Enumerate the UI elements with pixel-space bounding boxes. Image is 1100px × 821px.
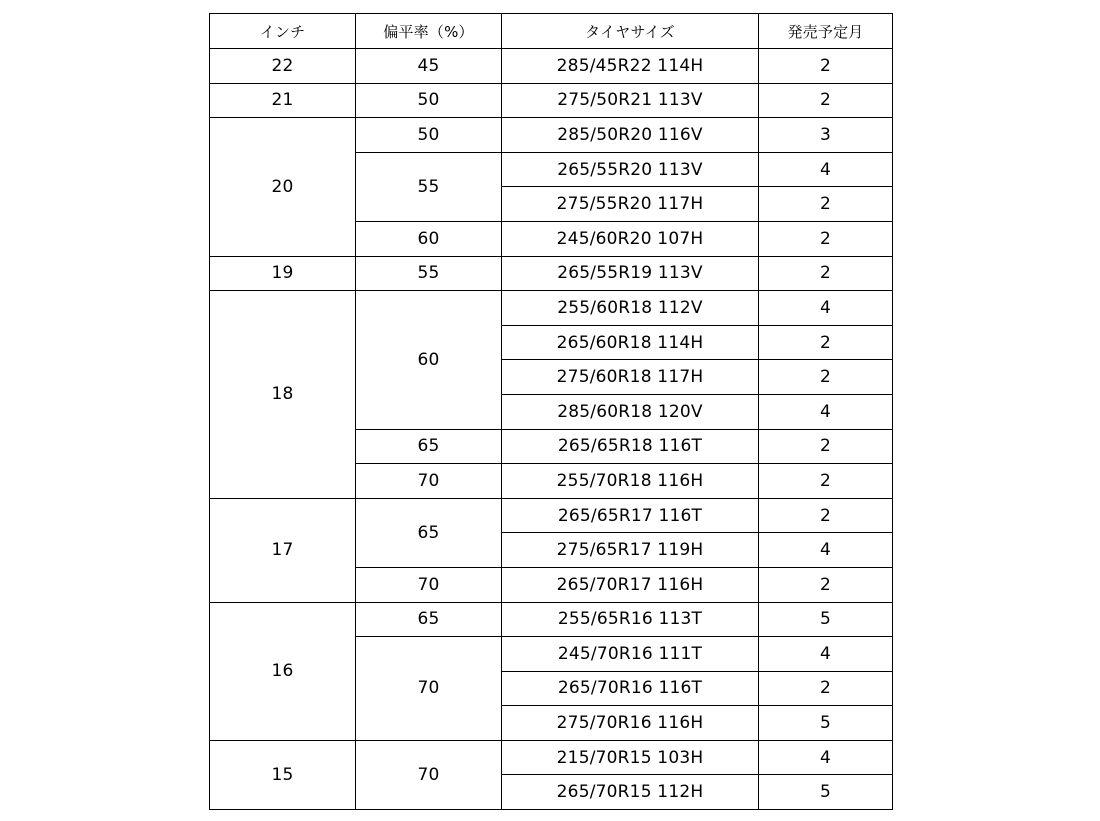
tire-size-cell: 265/65R17 116T bbox=[502, 498, 759, 533]
table-header-row bbox=[210, 14, 893, 49]
aspect-ratio-cell: 70 bbox=[356, 567, 502, 602]
tire-size-cell: 215/70R15 103H bbox=[502, 740, 759, 775]
aspect-ratio-cell: 70 bbox=[356, 637, 502, 741]
tire-size-cell: 265/65R18 116T bbox=[502, 429, 759, 464]
table-row bbox=[210, 740, 893, 775]
release-month-cell: 4 bbox=[759, 740, 893, 775]
release-month-cell: 2 bbox=[759, 671, 893, 706]
release-month-cell: 2 bbox=[759, 221, 893, 256]
tire-size-cell: 275/60R18 117H bbox=[502, 360, 759, 395]
tire-size-cell: 245/70R16 111T bbox=[502, 637, 759, 672]
inch-cell: 21 bbox=[210, 83, 356, 118]
tire-size-cell: 275/55R20 117H bbox=[502, 187, 759, 222]
aspect-ratio-cell: 70 bbox=[356, 464, 502, 499]
tire-size-cell: 265/70R15 112H bbox=[502, 775, 759, 810]
table-row bbox=[210, 291, 893, 326]
tire-size-cell: 285/45R22 114H bbox=[502, 49, 759, 84]
tire-size-cell: 285/60R18 120V bbox=[502, 394, 759, 429]
aspect-ratio-cell: 55 bbox=[356, 256, 502, 291]
release-month-cell: 4 bbox=[759, 637, 893, 672]
table-row bbox=[210, 118, 893, 153]
aspect-ratio-cell: 55 bbox=[356, 152, 502, 221]
aspect-ratio-cell: 60 bbox=[356, 291, 502, 429]
tire-size-cell: 265/60R18 114H bbox=[502, 325, 759, 360]
header-release-month: 発売予定月 bbox=[759, 14, 893, 49]
tire-size-cell: 255/60R18 112V bbox=[502, 291, 759, 326]
inch-cell: 22 bbox=[210, 49, 356, 84]
release-month-cell: 2 bbox=[759, 256, 893, 291]
aspect-ratio-cell: 65 bbox=[356, 498, 502, 567]
release-month-cell: 2 bbox=[759, 49, 893, 84]
aspect-ratio-cell: 50 bbox=[356, 118, 502, 153]
header-tire-size: タイヤサイズ bbox=[502, 14, 759, 49]
table-row bbox=[210, 83, 893, 118]
release-month-cell: 4 bbox=[759, 152, 893, 187]
table-row bbox=[210, 49, 893, 84]
release-month-cell: 2 bbox=[759, 325, 893, 360]
aspect-ratio-cell: 70 bbox=[356, 740, 502, 809]
release-month-cell: 4 bbox=[759, 533, 893, 568]
release-month-cell: 5 bbox=[759, 775, 893, 810]
inch-cell: 16 bbox=[210, 602, 356, 740]
release-month-cell: 2 bbox=[759, 187, 893, 222]
release-month-cell: 2 bbox=[759, 498, 893, 533]
release-month-cell: 3 bbox=[759, 118, 893, 153]
release-month-cell: 4 bbox=[759, 394, 893, 429]
inch-cell: 20 bbox=[210, 118, 356, 256]
tire-size-cell: 285/50R20 116V bbox=[502, 118, 759, 153]
inch-cell: 17 bbox=[210, 498, 356, 602]
table-row bbox=[210, 498, 893, 533]
tire-size-cell: 275/70R16 116H bbox=[502, 706, 759, 741]
release-month-cell: 2 bbox=[759, 567, 893, 602]
release-month-cell: 2 bbox=[759, 360, 893, 395]
header-aspect-ratio: 偏平率（%） bbox=[356, 14, 502, 49]
tire-size-cell: 275/50R21 113V bbox=[502, 83, 759, 118]
release-month-cell: 5 bbox=[759, 602, 893, 637]
tire-size-cell: 265/70R17 116H bbox=[502, 567, 759, 602]
release-month-cell: 2 bbox=[759, 464, 893, 499]
tire-size-cell: 275/65R17 119H bbox=[502, 533, 759, 568]
release-month-cell: 4 bbox=[759, 291, 893, 326]
inch-cell: 19 bbox=[210, 256, 356, 291]
aspect-ratio-cell: 60 bbox=[356, 221, 502, 256]
aspect-ratio-cell: 50 bbox=[356, 83, 502, 118]
tire-size-cell: 265/55R20 113V bbox=[502, 152, 759, 187]
table-row bbox=[210, 602, 893, 637]
tire-size-cell: 245/60R20 107H bbox=[502, 221, 759, 256]
aspect-ratio-cell: 65 bbox=[356, 602, 502, 637]
tire-size-table bbox=[209, 13, 893, 810]
tire-size-cell: 255/70R18 116H bbox=[502, 464, 759, 499]
inch-cell: 15 bbox=[210, 740, 356, 809]
tire-size-cell: 265/70R16 116T bbox=[502, 671, 759, 706]
release-month-cell: 5 bbox=[759, 706, 893, 741]
release-month-cell: 2 bbox=[759, 83, 893, 118]
inch-cell: 18 bbox=[210, 291, 356, 499]
tire-size-cell: 265/55R19 113V bbox=[502, 256, 759, 291]
table-row bbox=[210, 256, 893, 291]
header-inch: インチ bbox=[210, 14, 356, 49]
aspect-ratio-cell: 45 bbox=[356, 49, 502, 84]
release-month-cell: 2 bbox=[759, 429, 893, 464]
aspect-ratio-cell: 65 bbox=[356, 429, 502, 464]
tire-size-cell: 255/65R16 113T bbox=[502, 602, 759, 637]
